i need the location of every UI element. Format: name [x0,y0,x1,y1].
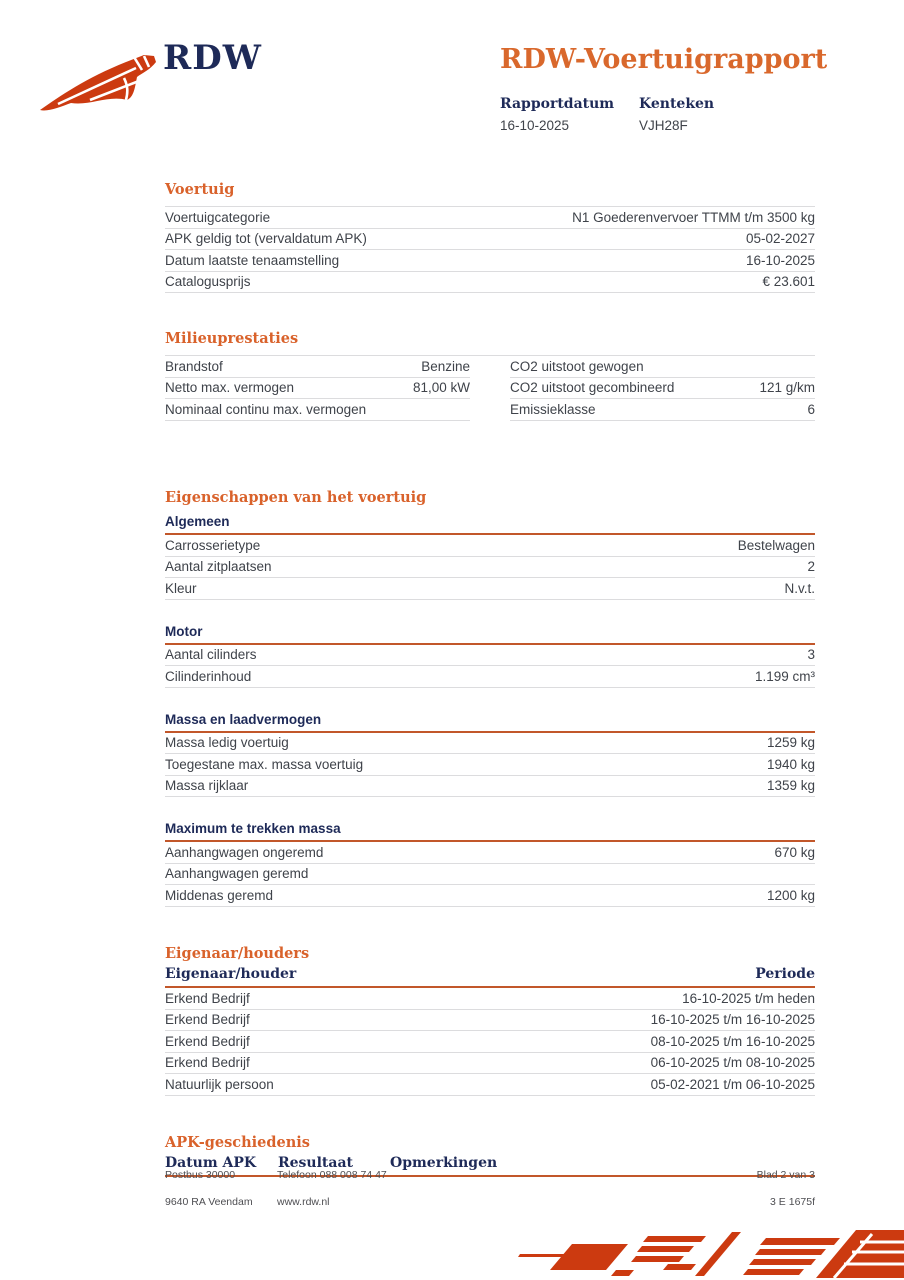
row-label: Aanhangwagen ongeremd [165,844,324,860]
owner-period: 16-10-2025 t/m heden [682,990,815,1006]
footer-line-1 [165,1169,815,1181]
subsection-algemeen [165,514,815,600]
subsection-motor [165,624,815,688]
row-label: Massa ledig voertuig [165,735,289,751]
table-row [165,399,470,421]
table-row [165,356,470,378]
license-plate-label: Kenteken [639,96,715,112]
owner-period: 06-10-2025 t/m 08-10-2025 [650,1055,815,1071]
owner-period: 16-10-2025 t/m 16-10-2025 [650,1012,815,1028]
row-value: N.v.t. [784,580,815,596]
report-date-label: Rapportdatum [500,96,615,112]
row-value: 121 g/km [759,380,815,396]
report-meta [500,96,850,133]
table-row [165,1053,815,1075]
subsection-title: Massa en laadvermogen [165,712,815,733]
owner-column-header: Eigenaar/houder [165,966,297,982]
table-row [165,1074,815,1096]
table-row [165,229,815,251]
table-row [165,988,815,1010]
row-value: 1.199 cm³ [754,668,815,684]
apk-result-column-header: Resultaat [278,1155,353,1171]
row-label: Catalogusprijs [165,274,251,290]
period-column-header: Periode [755,966,815,982]
table-row [165,776,815,798]
milieu-left-column [165,356,470,421]
row-label: Carrosserietype [165,537,261,553]
row-label: Aanhangwagen geremd [165,866,309,882]
subsection-trekken [165,821,815,907]
row-label: Emissieklasse [510,401,596,417]
footer-address-1: Postbus 30000 [165,1169,236,1181]
table-row [165,733,815,755]
section-title: Milieuprestaties [165,330,299,347]
row-label: Datum laatste tenaamstelling [165,252,340,268]
row-label: Aantal cilinders [165,647,257,663]
subsection-title: Algemeen [165,514,815,535]
rdw-logo-icon [38,48,163,118]
owner-name: Natuurlijk persoon [165,1076,274,1092]
row-value: 16-10-2025 [745,252,815,268]
row-value: 05-02-2027 [745,231,815,247]
table-row [510,378,815,400]
footer-address-2: 9640 RA Veendam [165,1196,253,1208]
table-row [165,378,470,400]
row-label: Kleur [165,580,197,596]
apk-remarks-column-header: Opmerkingen [390,1155,498,1171]
owner-name: Erkend Bedrijf [165,1012,250,1028]
table-row [165,864,815,886]
decorative-stripes-icon [504,1230,904,1280]
rdw-logo-text: RDW [163,38,262,78]
table-row [165,1010,815,1032]
table-row [165,1031,815,1053]
row-value: € 23.601 [762,274,815,290]
row-value: 2 [807,559,815,575]
row-value: N1 Goederenvervoer TTMM t/m 3500 kg [572,209,815,225]
section-milieuprestaties [165,330,815,421]
table-row [165,250,815,272]
row-label: CO2 uitstoot gecombineerd [510,380,675,396]
row-label: APK geldig tot (vervaldatum APK) [165,231,367,247]
subsection-massa [165,712,815,798]
license-plate-value: VJH28F [639,118,688,133]
section-title: Voertuig [165,181,235,198]
section-voertuig [165,181,815,293]
row-label: Nominaal continu max. vermogen [165,401,367,417]
row-label: Cilinderinhoud [165,668,252,684]
row-label: Toegestane max. massa voertuig [165,756,364,772]
row-value: 81,00 kW [412,380,470,396]
apk-date-column-header: Datum APK [165,1155,257,1171]
owner-period: 05-02-2021 t/m 06-10-2025 [650,1076,815,1092]
section-eigenschappen [165,489,815,907]
table-row [165,842,815,864]
row-value: 1259 kg [766,735,815,751]
row-value: 6 [807,401,815,417]
table-row [510,399,815,421]
subsection-title: Motor [165,624,815,645]
row-label: Massa rijklaar [165,778,249,794]
table-row [165,578,815,600]
row-label: Middenas geremd [165,887,274,903]
table-row [165,666,815,688]
owner-name: Erkend Bedrijf [165,1033,250,1049]
report-date-value: 16-10-2025 [500,118,570,133]
row-value: 1940 kg [766,756,815,772]
footer-phone: Telefoon 088 008 74 47 [277,1169,387,1181]
owner-period: 08-10-2025 t/m 16-10-2025 [650,1033,815,1049]
table-row [165,535,815,557]
footer-page-indicator: Blad 2 van 3 [756,1169,815,1181]
owner-name: Erkend Bedrijf [165,1055,250,1071]
row-label: Voertuigcategorie [165,209,271,225]
page-title: RDW-Voertuigrapport [500,44,828,75]
table-row [510,356,815,378]
milieu-right-column [510,356,815,421]
row-label: Brandstof [165,358,223,374]
row-value: 1200 kg [766,887,815,903]
row-label: CO2 uitstoot gewogen [510,358,644,374]
table-row [165,645,815,667]
table-row [165,272,815,294]
section-title: Eigenschappen van het voertuig [165,489,427,506]
table-row [165,557,815,579]
owner-table-header [165,966,815,988]
section-title: APK-geschiedenis [165,1134,310,1151]
footer-website: www.rdw.nl [277,1196,330,1208]
row-value: 3 [807,647,815,663]
section-title: Eigenaar/houders [165,945,310,962]
owner-name: Erkend Bedrijf [165,990,250,1006]
row-value: 1359 kg [766,778,815,794]
subsection-title: Maximum te trekken massa [165,821,815,842]
footer-line-2 [165,1196,815,1208]
footer-doc-code: 3 E 1675f [770,1196,815,1208]
table-row [165,885,815,907]
table-row [165,754,815,776]
row-label: Aantal zitplaatsen [165,559,272,575]
row-value: Benzine [421,358,470,374]
section-eigenaar [165,945,815,1096]
row-value: Bestelwagen [737,537,815,553]
table-row [165,207,815,229]
row-value: 670 kg [774,844,815,860]
row-label: Netto max. vermogen [165,380,295,396]
